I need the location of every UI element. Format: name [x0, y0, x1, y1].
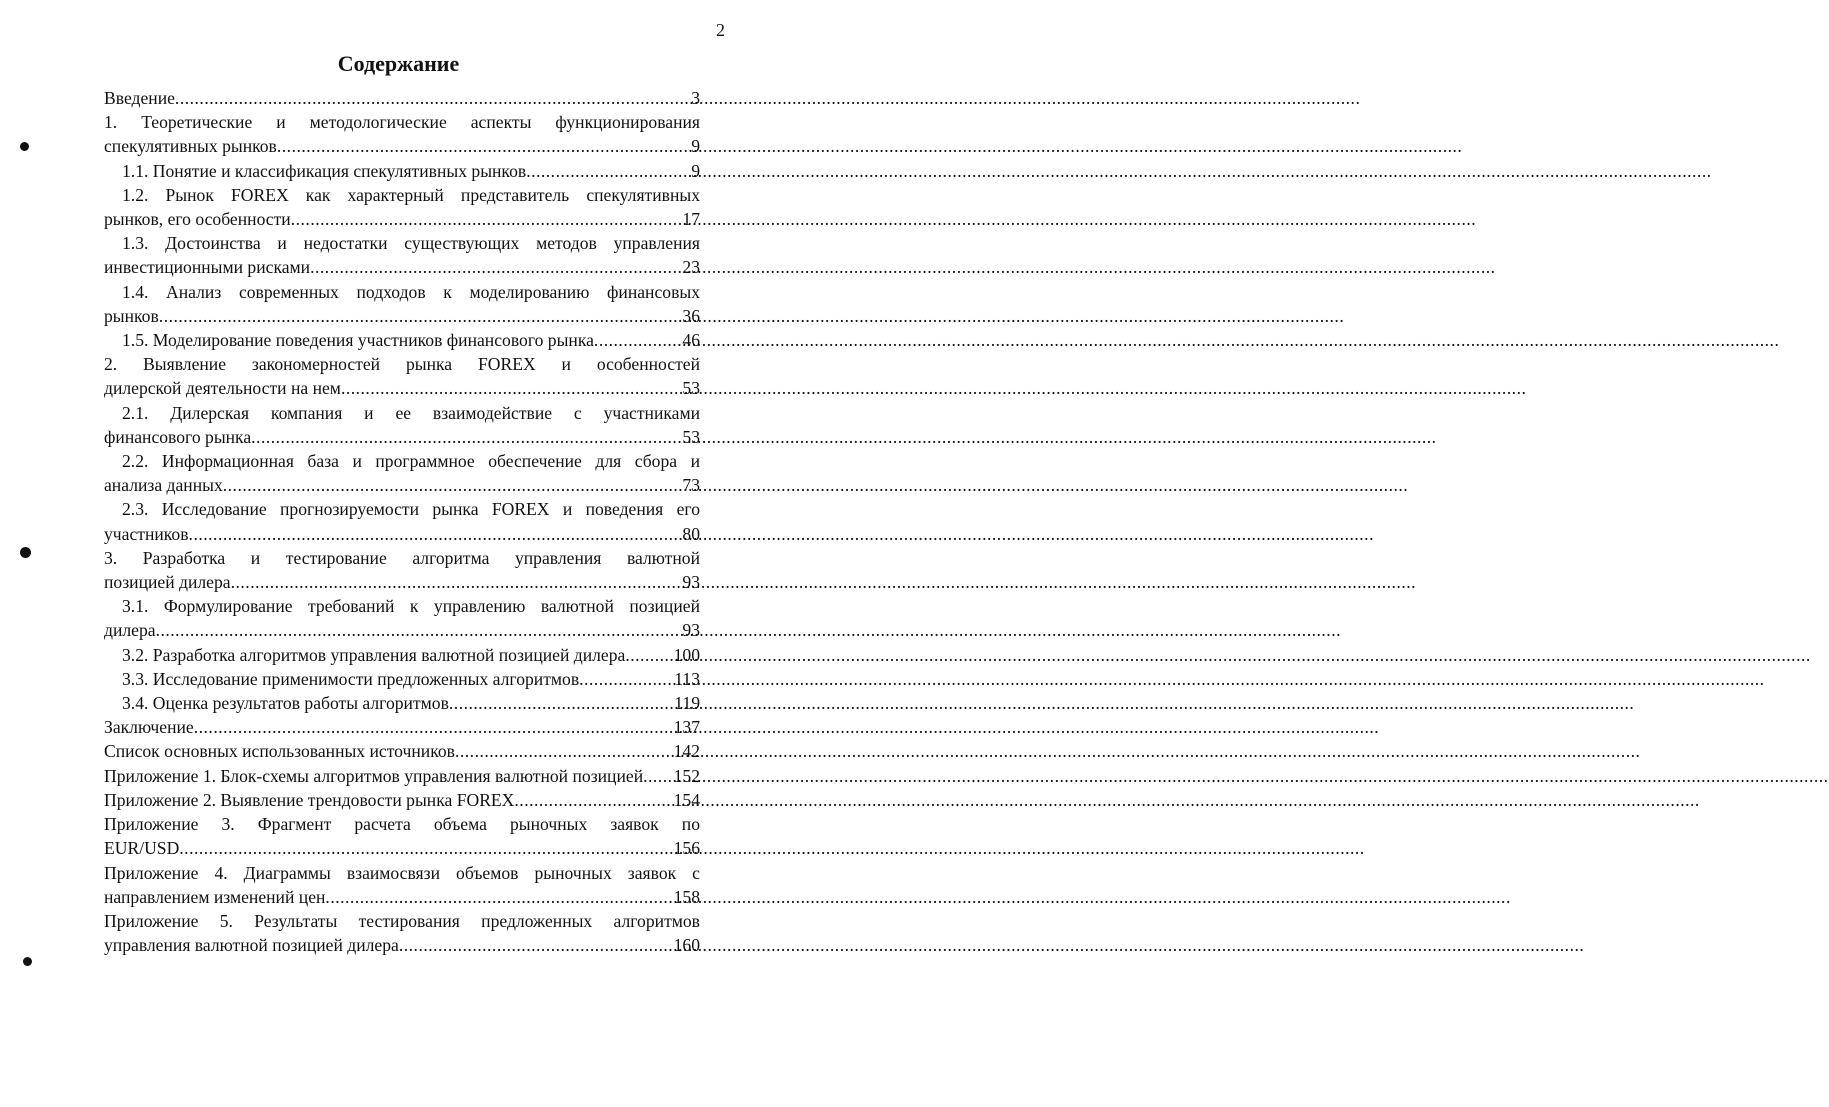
toc-entry-page: 3	[691, 88, 700, 108]
toc-entry-lead: Приложение 3. Фрагмент расчета объема рыночных заявок по	[104, 814, 700, 835]
dot-leader	[579, 667, 674, 691]
toc-entry-label: 3.4. Оценка результатов работы алгоритмов	[122, 693, 449, 714]
dot-leader	[277, 134, 691, 158]
dot-leader	[189, 522, 683, 546]
toc-entry-label: спекулятивных рынков	[104, 136, 277, 157]
toc-entry-label: Список основных использованных источников	[104, 741, 455, 762]
toc-entry-page: 17	[682, 209, 700, 230]
toc-entry-label: дилерской деятельности на нем	[104, 378, 341, 399]
toc-entry	[104, 788, 700, 812]
toc-entry-label: дилера	[104, 620, 156, 641]
toc-entry-lead: Приложение 4. Диаграммы взаимосвязи объемов рыночных заявок с	[104, 862, 700, 883]
toc-entry-label: EUR/USD	[104, 838, 180, 859]
toc-entry	[104, 401, 700, 449]
toc-entry-lead: 1.2. Рынок FOREX как характерный представитель спекулятивных	[122, 184, 700, 205]
toc-entry-page: 23	[682, 257, 700, 278]
dot-leader	[341, 376, 682, 400]
toc-entry-page: 154	[673, 789, 700, 810]
toc-entry	[104, 739, 700, 763]
toc-entry	[104, 861, 700, 909]
page-title: Содержание	[337, 51, 460, 76]
dot-leader	[325, 885, 673, 909]
toc-entry-page: 93	[682, 620, 700, 641]
toc-entry	[104, 159, 700, 183]
toc-entry-label: 3.3. Исследование применимости предложенных алгоритмов	[122, 668, 580, 689]
toc-entry	[104, 764, 700, 788]
toc-entry-page: 53	[682, 378, 700, 399]
toc-entry-lead: 1.3. Достоинства и недостатки существующих методов управления	[122, 233, 700, 254]
toc-entry	[104, 86, 700, 110]
scan-speck	[20, 142, 29, 151]
dot-leader	[223, 473, 683, 497]
toc-entry	[104, 280, 700, 328]
toc-entry-page: 93	[682, 572, 700, 593]
toc-entry	[104, 643, 700, 667]
dot-leader	[399, 933, 674, 957]
dot-leader	[156, 618, 683, 642]
dot-leader	[455, 739, 674, 763]
toc-entry-lead: 1. Теоретические и методологические аспекты функционирования	[104, 112, 700, 133]
toc-entry-lead: Приложение 5. Результаты тестирования предложенных алгоритмов	[104, 910, 700, 931]
toc-entry	[104, 497, 700, 545]
toc-entry-lead: 3.1. Формулирование требований к управлению валютной позицией	[122, 596, 700, 617]
toc-entry-label: Приложение 1. Блок-схемы алгоритмов управления валютной позицией	[104, 765, 644, 786]
toc-entry-page: 156	[673, 838, 700, 859]
toc-entry-label: Приложение 2. Выявление трендовости рынка FOREX	[104, 789, 515, 810]
toc-entry-page: 9	[691, 160, 700, 181]
dot-leader	[310, 255, 682, 279]
scan-speck	[20, 547, 31, 558]
toc-entry-label: участников	[104, 523, 189, 544]
toc-entry-label: управления валютной позицией дилера	[104, 935, 399, 956]
toc-entry-page: 158	[673, 886, 700, 907]
toc-entry-page: 36	[682, 305, 700, 326]
dot-leader	[251, 425, 682, 449]
toc-entry	[104, 594, 700, 642]
toc-entry-page: 80	[682, 523, 700, 544]
dot-leader	[625, 643, 673, 667]
toc-entry-page: 53	[682, 426, 700, 447]
toc-entry-label: направлением изменений цен	[104, 886, 326, 907]
toc-entry-label: рынков, его особенности	[104, 209, 291, 230]
toc-entry-label: рынков	[104, 305, 159, 326]
toc-entry-page: 137	[673, 717, 700, 738]
toc-entry	[104, 449, 700, 497]
dot-leader	[175, 86, 691, 110]
toc-entry-label: 1.1. Понятие и классификация спекулятивных рынков	[122, 160, 527, 181]
table-of-contents	[104, 86, 700, 957]
toc-entry-lead: 2.2. Информационная база и программное обеспечение для сбора и	[122, 451, 700, 472]
toc-entry	[104, 909, 700, 957]
toc-entry-page: 73	[682, 475, 700, 496]
toc-entry	[104, 667, 700, 691]
toc-entry-page: 9	[691, 136, 700, 157]
dot-leader	[179, 836, 673, 860]
dot-leader	[594, 328, 682, 352]
toc-entry-label: финансового рынка	[104, 426, 252, 447]
toc-entry	[104, 812, 700, 860]
toc-entry-lead: 2.1. Дилерская компания и ее взаимодействие с участниками	[122, 402, 700, 423]
dot-leader	[526, 159, 691, 183]
dot-leader	[231, 570, 683, 594]
toc-entry-lead: 2. Выявление закономерностей рынка FOREX и особенностей	[104, 354, 700, 375]
toc-entry	[104, 231, 700, 279]
toc-entry-label: позицией дилера	[104, 572, 231, 593]
dot-leader	[159, 304, 683, 328]
toc-entry-label: 1.5. Моделирование поведения участников финансового рынка	[122, 330, 594, 351]
dot-leader	[291, 207, 683, 231]
page-number: 2	[716, 20, 725, 40]
toc-entry-label: Заключение	[104, 717, 194, 738]
toc-entry	[104, 691, 700, 715]
toc-entry-page: 46	[682, 330, 700, 351]
scan-speck	[23, 957, 32, 966]
toc-entry-page: 142	[673, 741, 700, 762]
toc-entry-page: 160	[673, 935, 700, 956]
dot-leader	[643, 764, 674, 788]
toc-entry	[104, 328, 700, 352]
toc-entry-page: 119	[674, 693, 700, 714]
dot-leader	[449, 691, 674, 715]
toc-entry-page: 100	[673, 644, 700, 665]
toc-entry-label: 3.2. Разработка алгоритмов управления валютной позицией дилера	[122, 644, 626, 665]
toc-entry	[104, 110, 700, 158]
toc-entry-lead: 1.4. Анализ современных подходов к моделированию финансовых	[122, 281, 700, 302]
toc-entry-lead: 2.3. Исследование прогнозируемости рынка FOREX и поведения его	[122, 499, 700, 520]
dot-leader	[194, 715, 674, 739]
toc-entry-label: анализа данных	[104, 475, 223, 496]
toc-entry-label: инвестиционными рисками	[104, 257, 311, 278]
toc-entry	[104, 183, 700, 231]
toc-entry-page: 152	[673, 765, 700, 786]
toc-entry	[104, 352, 700, 400]
dot-leader	[514, 788, 673, 812]
toc-entry-page: 113	[674, 668, 700, 689]
toc-entry	[104, 715, 700, 739]
toc-entry	[104, 546, 700, 594]
toc-entry-lead: 3. Разработка и тестирование алгоритма управления валютной	[104, 547, 700, 568]
toc-entry-label: Введение	[104, 88, 175, 108]
